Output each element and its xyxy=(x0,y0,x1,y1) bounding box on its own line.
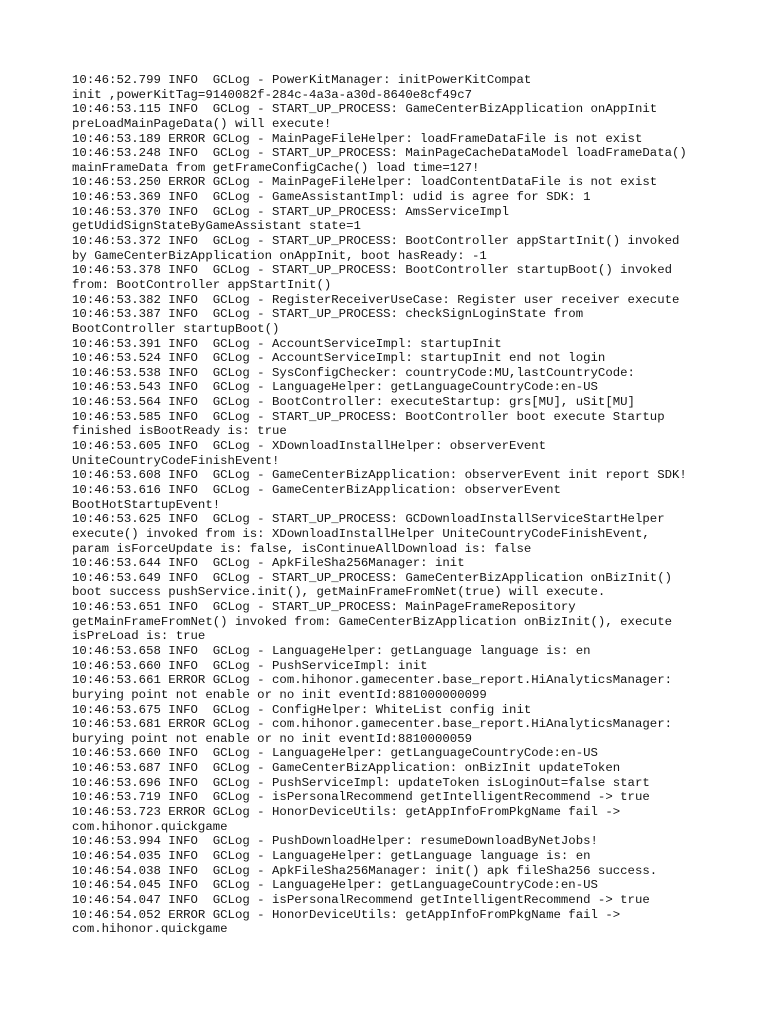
log-line: 10:46:53.524 INFO GCLog - AccountServiceImpl: startupInit end not login xyxy=(72,351,606,366)
log-line: 10:46:53.675 INFO GCLog - ConfigHelper: WhiteList config init xyxy=(72,702,532,717)
log-line: 10:46:53.651 INFO GCLog - START_UP_PROCESS: MainPageFrameRepository xyxy=(72,600,576,615)
log-line: by GameCenterBizApplication onAppInit, boot hasReady: -1 xyxy=(72,248,487,263)
log-line: 10:46:53.658 INFO GCLog - LanguageHelper: getLanguage language is: en xyxy=(72,643,591,658)
log-line: 10:46:53.372 INFO GCLog - START_UP_PROCESS: BootController appStartInit() invoked xyxy=(72,234,680,249)
log-line: 10:46:54.038 INFO GCLog - ApkFileSha256Manager: init() apk fileSha256 success. xyxy=(72,863,658,878)
log-line: boot success pushService.init(), getMainFrameFromNet(true) will execute. xyxy=(72,585,606,600)
log-line: 10:46:53.681 ERROR GCLog - com.hihonor.gamecenter.base_report.HiAnalyticsManager: xyxy=(72,717,673,732)
log-line: 10:46:53.585 INFO GCLog - START_UP_PROCESS: BootController boot execute Startup xyxy=(72,409,665,424)
log-line: 10:46:53.391 INFO GCLog - AccountServiceImpl: startupInit xyxy=(72,336,502,351)
log-line: UniteCountryCodeFinishEvent! xyxy=(72,453,280,468)
log-line: 10:46:53.115 INFO GCLog - START_UP_PROCESS: GameCenterBizApplication onAppInit xyxy=(72,102,658,117)
log-line: 10:46:53.605 INFO GCLog - XDownloadInstallHelper: observerEvent xyxy=(72,439,547,454)
log-line: getUdidSignStateByGameAssistant state=1 xyxy=(72,219,361,234)
log-line: 10:46:53.250 ERROR GCLog - MainPageFileHelper: loadContentDataFile is not exist xyxy=(72,175,658,190)
log-line: 10:46:53.644 INFO GCLog - ApkFileSha256Manager: init xyxy=(72,556,465,571)
log-document xyxy=(72,73,752,937)
log-line: 10:46:53.382 INFO GCLog - RegisterReceiverUseCase: Register user receiver execute xyxy=(72,292,680,307)
log-line: 10:46:53.660 INFO GCLog - PushServiceImpl: init xyxy=(72,658,428,673)
log-line: 10:46:53.370 INFO GCLog - START_UP_PROCESS: AmsServiceImpl xyxy=(72,204,510,219)
log-line: preLoadMainPageData() will execute! xyxy=(72,116,332,131)
log-line: 10:46:53.387 INFO GCLog - START_UP_PROCESS: checkSignLoginState from xyxy=(72,307,584,322)
log-line: from: BootController appStartInit() xyxy=(72,277,332,292)
log-line: 10:46:53.696 INFO GCLog - PushServiceImpl: updateToken isLoginOut=false start xyxy=(72,775,650,790)
log-line: 10:46:53.660 INFO GCLog - LanguageHelper: getLanguageCountryCode:en-US xyxy=(72,746,598,761)
log-line: 10:46:53.564 INFO GCLog - BootController: executeStartup: grs[MU], uSit[MU] xyxy=(72,395,635,410)
log-line: 10:46:53.616 INFO GCLog - GameCenterBizApplication: observerEvent xyxy=(72,482,561,497)
log-line: mainFrameData from getFrameConfigCache() load time=127! xyxy=(72,160,480,175)
log-line: BootController startupBoot() xyxy=(72,321,280,336)
log-line: 10:46:53.649 INFO GCLog - START_UP_PROCESS: GameCenterBizApplication onBizInit() xyxy=(72,570,673,585)
log-line: 10:46:53.994 INFO GCLog - PushDownloadHelper: resumeDownloadByNetJobs! xyxy=(72,834,598,849)
log-line: init ,powerKitTag=9140082f-284c-4a3a-a30d-8640e8cf49c7 xyxy=(72,87,473,102)
log-line: 10:46:52.799 INFO GCLog - PowerKitManager: initPowerKitCompat xyxy=(72,73,532,87)
log-line: execute() invoked from is: XDownloadInstallHelper UniteCountryCodeFinishEvent, xyxy=(72,526,650,541)
log-line: BootHotStartupEvent! xyxy=(72,497,221,512)
log-line: 10:46:54.045 INFO GCLog - LanguageHelper: getLanguageCountryCode:en-US xyxy=(72,878,598,893)
log-line: 10:46:53.625 INFO GCLog - START_UP_PROCESS: GCDownloadInstallServiceStartHelper xyxy=(72,512,665,527)
log-line: 10:46:53.543 INFO GCLog - LanguageHelper: getLanguageCountryCode:en-US xyxy=(72,380,598,395)
log-line: getMainFrameFromNet() invoked from: GameCenterBizApplication onBizInit(), execute xyxy=(72,614,673,629)
log-line: com.hihonor.quickgame xyxy=(72,922,228,937)
log-line: burying point not enable or no init eventId:881000000099 xyxy=(72,687,487,702)
log-line: 10:46:54.052 ERROR GCLog - HonorDeviceUtils: getAppInfoFromPkgName fail -> xyxy=(72,907,621,922)
log-line: 10:46:53.369 INFO GCLog - GameAssistantImpl: udid is agree for SDK: 1 xyxy=(72,190,591,205)
log-line: param isForceUpdate is: false, isContinueAllDownload is: false xyxy=(72,541,532,556)
log-line: 10:46:53.687 INFO GCLog - GameCenterBizApplication: onBizInit updateToken xyxy=(72,761,621,776)
log-line: 10:46:54.035 INFO GCLog - LanguageHelper: getLanguage language is: en xyxy=(72,848,591,863)
log-line: 10:46:53.378 INFO GCLog - START_UP_PROCESS: BootController startupBoot() invoked xyxy=(72,263,673,278)
log-line: 10:46:53.719 INFO GCLog - isPersonalRecommend getIntelligentRecommend -> true xyxy=(72,790,650,805)
log-line: 10:46:53.248 INFO GCLog - START_UP_PROCESS: MainPageCacheDataModel loadFrameData() xyxy=(72,146,687,161)
log-line: com.hihonor.quickgame xyxy=(72,819,228,834)
log-line: 10:46:53.608 INFO GCLog - GameCenterBizApplication: observerEvent init report SDK! xyxy=(72,468,687,483)
log-line: burying point not enable or no init eventId:8810000059 xyxy=(72,731,473,746)
log-line: isPreLoad is: true xyxy=(72,629,206,644)
log-line: 10:46:53.723 ERROR GCLog - HonorDeviceUtils: getAppInfoFromPkgName fail -> xyxy=(72,805,621,820)
log-line: 10:46:54.047 INFO GCLog - isPersonalRecommend getIntelligentRecommend -> true xyxy=(72,892,650,907)
log-line: 10:46:53.538 INFO GCLog - SysConfigChecker: countryCode:MU,lastCountryCode: xyxy=(72,365,635,380)
log-line: 10:46:53.661 ERROR GCLog - com.hihonor.gamecenter.base_report.HiAnalyticsManager: xyxy=(72,673,673,688)
log-line: 10:46:53.189 ERROR GCLog - MainPageFileHelper: loadFrameDataFile is not exist xyxy=(72,131,643,146)
log-line: finished isBootReady is: true xyxy=(72,424,287,439)
